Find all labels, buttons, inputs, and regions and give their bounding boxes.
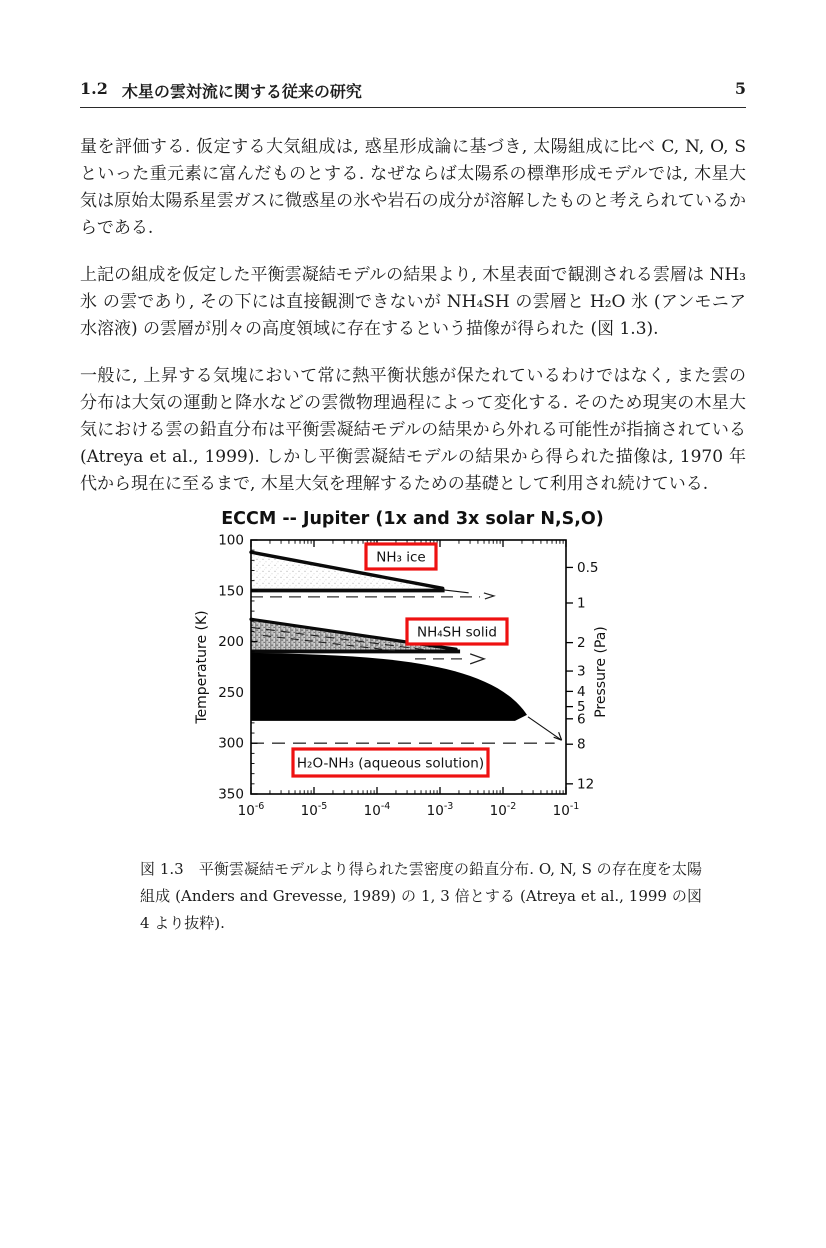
paragraph-1: 量を評価する. 仮定する大気組成は, 惑星形成論に基づき, 太陽組成に比べ C, N, O, S といった重元素に富んだものとする. なぜならば太陽系の標準形成モデルでは, 木星大気は原始太陽系星雲ガスに微惑星の氷や岩石の成分が溶解したものと考えられているからである.	[80, 137, 746, 238]
pressure-tick-label: 4	[577, 683, 586, 700]
temperature-tick-label: 200	[218, 634, 244, 651]
pressure-tick-label: 1	[577, 595, 586, 612]
chart-title: ECCM -- Jupiter (1x and 3x solar N,S,O)	[221, 509, 604, 529]
page-number: 5	[734, 79, 746, 98]
paragraph-2: 上記の組成を仮定した平衡雲凝結モデルの結果より, 木星表面で観測される雲層は NH₃ 氷 の雲であり, その下には直接観測できないが NH₄SH の雲層と H₂O 氷 (アンモニア水溶液) の雲層が別々の高度領域に存在するという描像が得られた (図 1.3).	[80, 265, 746, 339]
pressure-tick-label: 6	[577, 711, 586, 728]
x-tick-label: $10^{-4}$	[363, 801, 391, 819]
pressure-tick-label: 12	[577, 776, 595, 793]
x-tick-label: $10^{-5}$	[300, 801, 328, 819]
pressure-axis-label: Pressure (Pa)	[593, 626, 609, 718]
pressure-tick-label: 0.5	[577, 559, 599, 576]
x-tick-label: $10^{-1}$	[552, 801, 580, 819]
temperature-tick-label: 250	[218, 684, 244, 701]
pressure-tick-label: 8	[577, 736, 586, 753]
paragraph-3: 一般に, 上昇する気塊において常に熱平衡状態が保たれているわけではなく, また雲の分布は大気の運動と降水などの雲微物理過程によって変化する. そのため現実の木星大気における雲の鉛直分布は平衡雲凝結モデルの結果から外れる可能性が指摘されている (Atreya et al., 1999). しかし平衡雲凝結モデルの結果から得られた描像は, 1970 年代から現在に至るまで, 木星大気を理解するための基礎として利用され続けている.	[80, 366, 746, 494]
eccm-chart	[190, 504, 625, 836]
cloud-label: NH₃ ice	[376, 549, 426, 566]
figure-caption: 図 1.3 平衡雲凝結モデルより得られた雲密度の鉛直分布. O, N, S の存在度を太陽組成 (Anders and Grevesse, 1989) の 1, 3 倍とする (Atreya et al., 1999 の図 4 より抜粋).	[140, 860, 702, 932]
pressure-tick-label: 2	[577, 635, 586, 652]
section-title: 木星の雲対流に関する従来の研究	[121, 82, 362, 101]
pressure-tick-label: 3	[577, 663, 586, 680]
section-number: 1.2	[80, 79, 108, 98]
figure-1-3	[190, 504, 625, 836]
x-tick-label: $10^{-2}$	[489, 801, 517, 819]
cloud-label: NH₄SH solid	[416, 624, 498, 641]
temperature-tick-label: 100	[218, 532, 244, 549]
cloud-layer-h2o	[251, 653, 527, 721]
temperature-axis-label: Temperature (K)	[194, 610, 210, 724]
temperature-tick-label: 150	[218, 583, 244, 600]
temperature-tick-label: 300	[218, 735, 244, 752]
pressure-tick-label: 5	[577, 699, 586, 716]
temperature-tick-label: 350	[218, 786, 244, 803]
page	[80, 79, 746, 937]
page-header	[80, 79, 746, 108]
running-head	[80, 79, 362, 102]
cloud-label: H₂O-NH₃ (aqueous solution)	[296, 755, 485, 772]
x-tick-label: $10^{-3}$	[426, 801, 454, 819]
x-tick-label: $10^{-6}$	[237, 801, 265, 819]
